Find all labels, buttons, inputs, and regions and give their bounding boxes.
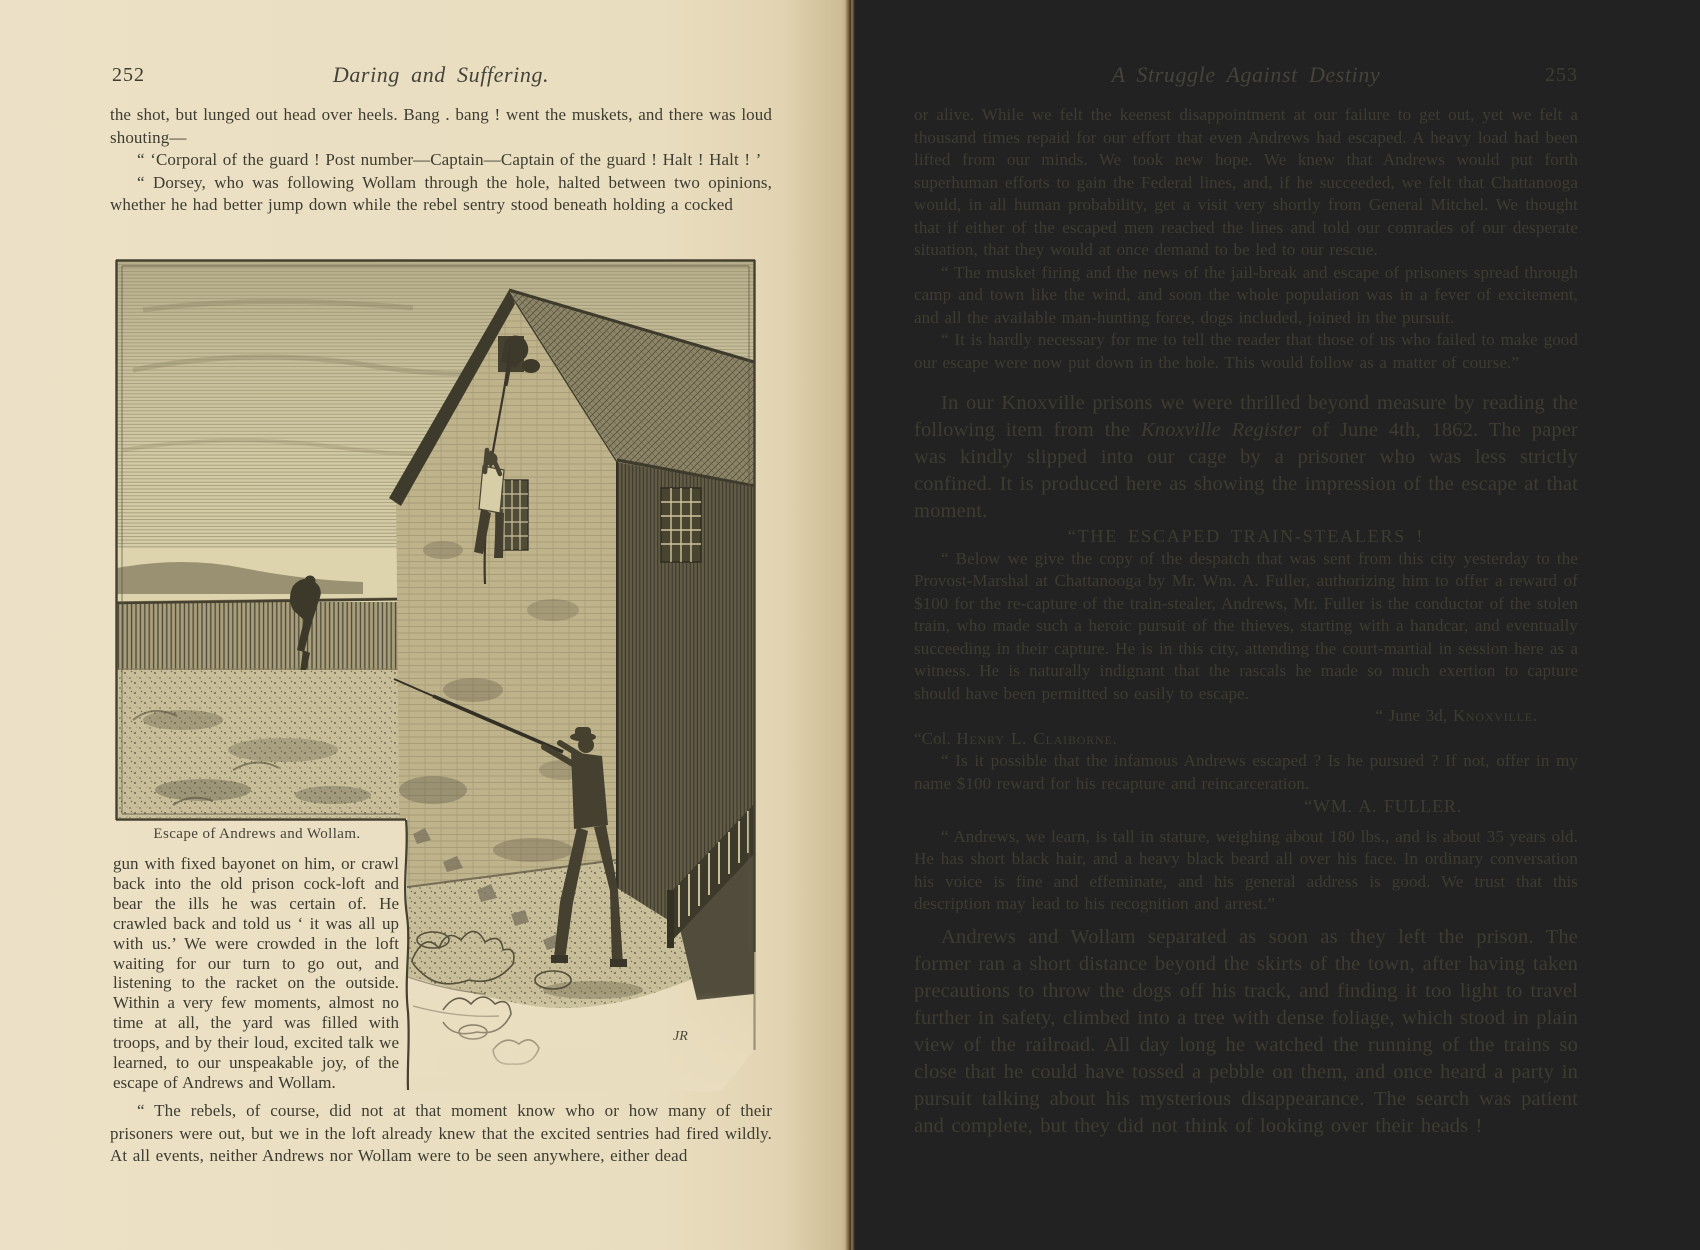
paragraph: “ ‘Corporal of the guard ! Post number—Captain—Captain of the guard ! Halt ! Halt ! ’ — [137, 150, 762, 169]
text-run: of June 4th, 1862. The paper was kindly slipped into our cage by a prisoner who was less strictly confined. It is produced here as showing the impression of the escape at that moment. — [914, 419, 1578, 522]
right-page-header — [914, 62, 1578, 96]
page-number: 253 — [1545, 64, 1578, 86]
right-page-text — [914, 104, 1578, 1140]
fuller-signature: “WM. A. FULLER. — [1304, 796, 1462, 816]
running-title: Daring and Suffering. — [332, 62, 550, 87]
left-page-header — [110, 62, 772, 96]
paragraph: or alive. While we felt the keenest disappointment at our failure to get out, yet we felt a thousand times repaid for our effort that even Andrews had escaped. A heavy load had been lifted from our minds. We took new hope. We knew that Andrews would put forth superhuman efforts to gain the Federal lines, and, if he succeeded, we felt that Chattanooga would, in all human probability, get a visit very shortly from General Mitchel. We thought that if either of the escaped men reached the lines and told our comrades of our desperate situation, that they would at once demand to be led to our rescue. — [914, 105, 1578, 259]
newspaper-heading: “THE ESCAPED TRAIN-STEALERS ! — [1067, 526, 1425, 546]
left-page-text — [110, 104, 772, 217]
addressee-name: Henry L. Claiborne. — [956, 728, 1118, 748]
paragraph: “ Dorsey, who was following Wollam through the hole, halted between two opinions, whether he had better jump down while the rebel sentry stood beneath holding a cocked — [110, 172, 772, 214]
text-run: “Col. — [914, 728, 957, 748]
italic-newspaper-name: Knoxville Register — [1140, 419, 1302, 441]
paragraph: “ The musket firing and the news of the jail-break and escape of prisoners spread through camp and town like the wind, and soon the whole population was in a fever of excitement, and all the available man-hunting force, dogs included, joined in the pursuit. — [914, 262, 1578, 327]
addressee-line — [914, 728, 1578, 751]
paragraph: “ The rebels, of course, did not at that moment know who or how many of their prisoners were out, but we in the loft already knew that the excited sentries had fired wildly. At all events, neither Andrews nor Wollam were to be seen anywhere, either dead — [110, 1101, 772, 1165]
paragraph: “ Below we give the copy of the despatch that was sent from this city yesterday to the Provost-Marshal at Chattanooga by Mr. Wm. A. Fuller, authorizing him to offer a reward of $100 for the re-capture of the train-stealer, Andrews, Mr. Fuller is the conductor of the stolen train, who made such a heroic pursuit of the thieves, starting with a handcar, and eventually succeeding in their capture. He is in this city, attending the court-martial in session here as a witness. He is naturally indignant that the rascals he made so much exertion to capture should have been permitted so easily to escape. — [914, 548, 1578, 703]
paragraph: the shot, but lunged out head over heels. Bang . bang ! went the muskets, and there was loud shouting— — [110, 105, 772, 147]
page-number: 252 — [112, 64, 145, 86]
paragraph: Andrews and Wollam separated as soon as they left the prison. The former ran a short distance beyond the skirts of the town, after having taken precautions to throw the dogs off his track, and finding it too light to travel further in safety, climbed into a tree with dense foliage, which stood in plain view of the railroad. All day long he watched the running of the trains so close that he could have tossed a pebble on them, and once heard a party in pursuit talking about his mysterious disappearance. The search was patient and complete, but they did not think of looking over their heads ! — [914, 925, 1578, 1137]
paragraph: “ It is hardly necessary for me to tell the reader that those of us who failed to make good our escape were now put down in the hole. This would follow as a matter of course.” — [914, 330, 1578, 372]
running-title: A Struggle Against Destiny — [1111, 62, 1381, 87]
barred-window-side — [661, 488, 701, 562]
paragraph: “ Andrews, we learn, is tall in stature, weighing about 180 lbs., and is about 35 years old. He has short black hair, and a heavy black beard all over his face. In ordinary conversation his voice is fine and effeminate, and his general address is good. We trust that this description may lead to his recognition and arrest.” — [914, 826, 1578, 913]
dateline-city: Knoxville. — [1452, 706, 1538, 725]
spacer — [914, 818, 1578, 826]
book-illustration — [113, 250, 758, 1092]
left-page-bottom-text — [110, 1100, 772, 1168]
artist-signature: JR — [673, 1029, 688, 1044]
text-run: In our Knoxville prisons we were thrilled beyond measure by reading the following item from the — [914, 392, 1578, 441]
illustration-caption: Escape of Andrews and Wollam. — [153, 826, 361, 842]
dateline — [914, 705, 1578, 728]
spacer — [914, 374, 1578, 390]
paragraph-knoxville-intro — [914, 390, 1578, 525]
paragraph: “ Is it possible that the infamous Andrews escaped ? Is he pursued ? If not, offer in my name $100 reward for his recapture and reincarceration. — [914, 751, 1578, 793]
spacer — [914, 916, 1578, 924]
text-run: “ June 3d, — [1375, 706, 1453, 725]
stockade-fence — [117, 602, 417, 676]
right-page — [850, 0, 1700, 1250]
illustration-side-column-text: gun with fixed bayonet on him, or crawl back into the old prison cock-loft and bear the ills he was certain of. He crawled back and told us ‘ it was all up with us.’ We were crowded in the loft waiting for our turn to go out, and listening to the racket on the outside. Within a very few moments, almost no time at all, the yard was filled with troops, and by their loud, excited talk we learned, to our unspeakable joy, of the escape of Andrews and Wollam. — [113, 854, 399, 1092]
